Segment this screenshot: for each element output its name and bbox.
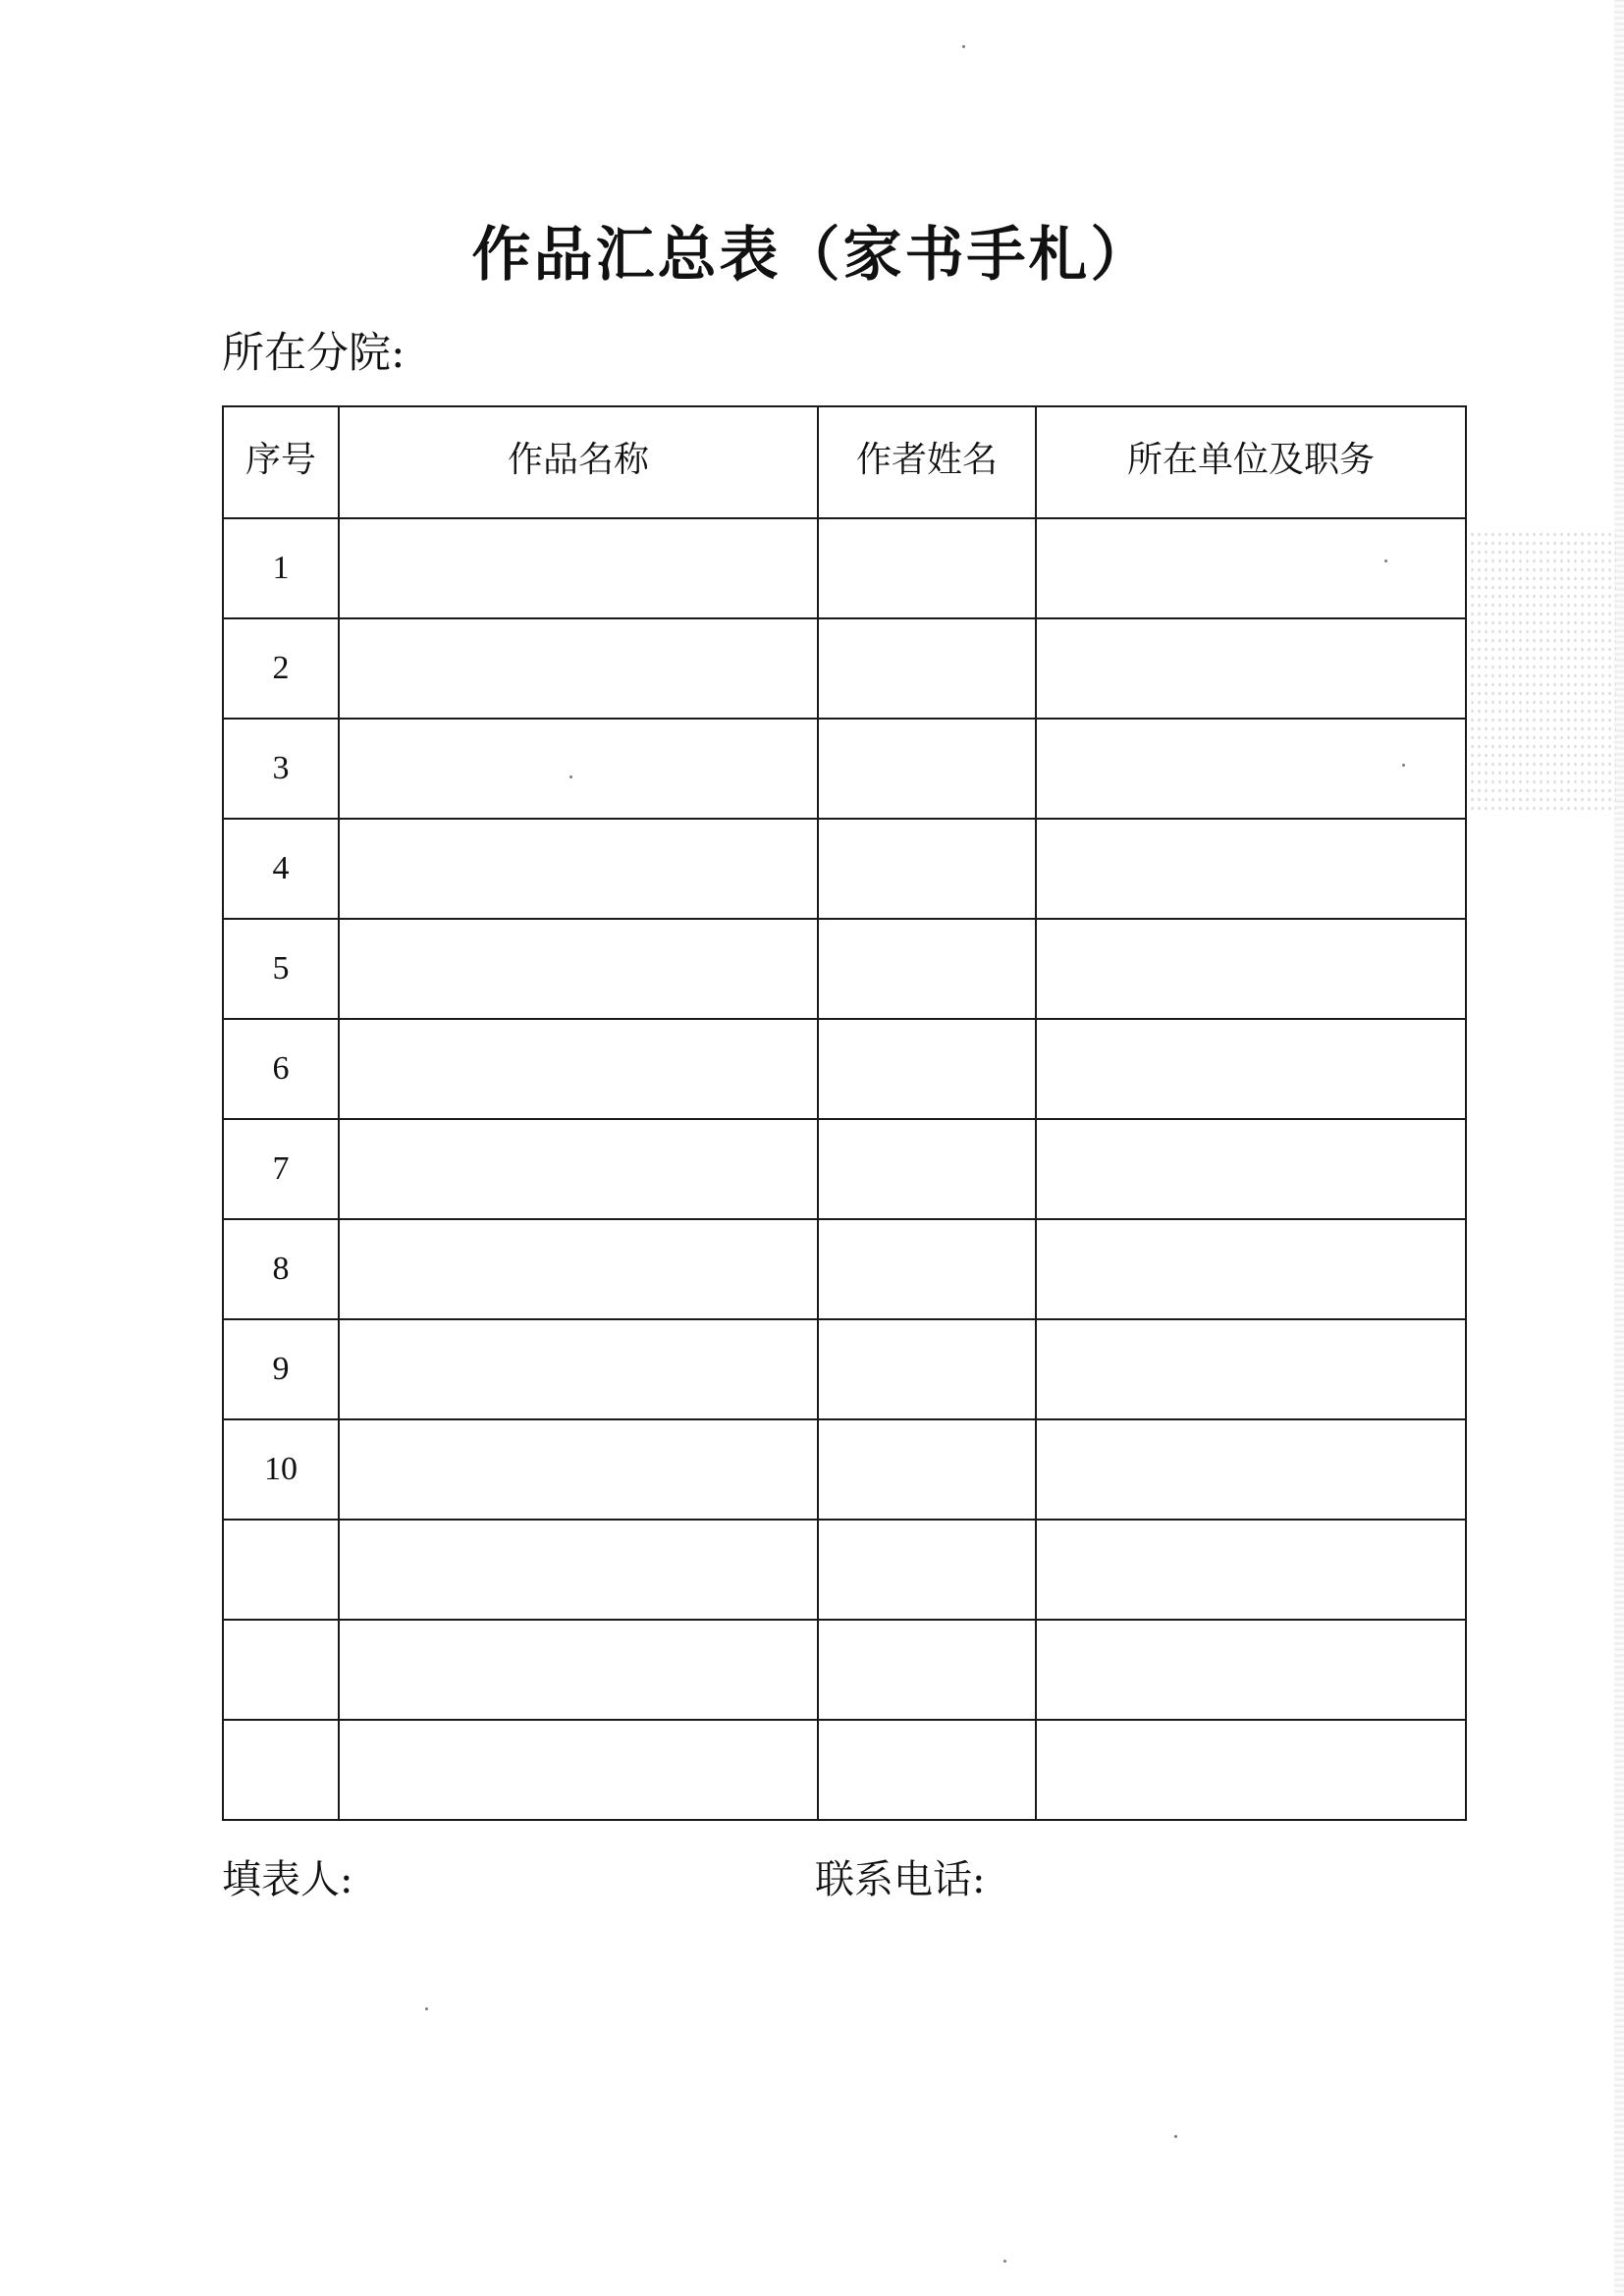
table-row [223, 919, 1466, 1019]
author-name-cell[interactable] [818, 518, 1036, 618]
work-title-cell[interactable] [339, 1019, 818, 1119]
work-title-cell[interactable] [339, 819, 818, 919]
scan-speck [962, 45, 965, 48]
branch-label: 所在分院: [222, 329, 406, 378]
unit-position-cell[interactable] [1036, 819, 1466, 919]
author-name-cell[interactable] [818, 1520, 1036, 1620]
work-title-cell[interactable] [339, 1319, 818, 1419]
unit-position-cell[interactable] [1036, 1419, 1466, 1520]
work-title-cell[interactable] [339, 1620, 818, 1720]
author-name-cell[interactable] [818, 1419, 1036, 1520]
header-serial-no: 序号 [223, 406, 339, 518]
row-number: 1 [223, 518, 339, 618]
unit-position-cell[interactable] [1036, 618, 1466, 719]
table-row [223, 1119, 1466, 1219]
row-number: 9 [223, 1319, 339, 1419]
table-header-row [223, 406, 1466, 518]
row-number: 3 [223, 719, 339, 819]
unit-position-cell[interactable] [1036, 1620, 1466, 1720]
scan-noise [1469, 530, 1616, 815]
author-name-cell[interactable] [818, 1720, 1036, 1820]
page-title: 作品汇总表（家书手札） [471, 221, 1153, 290]
work-title-cell[interactable] [339, 618, 818, 719]
author-name-cell[interactable] [818, 919, 1036, 1019]
form-filler-field[interactable]: 填表人: [222, 1857, 353, 1902]
author-name-cell[interactable] [818, 1219, 1036, 1319]
scan-speck [425, 2007, 428, 2010]
unit-position-cell[interactable] [1036, 1720, 1466, 1820]
unit-position-cell[interactable] [1036, 1019, 1466, 1119]
unit-position-cell[interactable] [1036, 919, 1466, 1019]
work-title-cell[interactable] [339, 518, 818, 618]
scan-speck [1003, 2260, 1006, 2263]
table-row [223, 518, 1466, 618]
header-author-name: 作者姓名 [818, 406, 1036, 518]
table-row [223, 1019, 1466, 1119]
work-title-cell[interactable] [339, 1720, 818, 1820]
author-name-cell[interactable] [818, 1620, 1036, 1720]
row-number: 6 [223, 1019, 339, 1119]
row-number: 5 [223, 919, 339, 1019]
table-row [223, 1620, 1466, 1720]
row-number[interactable] [223, 1520, 339, 1620]
table-row [223, 819, 1466, 919]
row-number: 7 [223, 1119, 339, 1219]
author-name-cell[interactable] [818, 819, 1036, 919]
work-title-cell[interactable] [339, 1119, 818, 1219]
author-name-cell[interactable] [818, 719, 1036, 819]
row-number: 2 [223, 618, 339, 719]
table-row [223, 1520, 1466, 1620]
work-title-cell[interactable] [339, 1419, 818, 1520]
table-row [223, 1219, 1466, 1319]
author-name-cell[interactable] [818, 1119, 1036, 1219]
author-name-cell[interactable] [818, 1319, 1036, 1419]
scan-speck [1174, 2135, 1177, 2138]
unit-position-cell[interactable] [1036, 1520, 1466, 1620]
row-number: 8 [223, 1219, 339, 1319]
table-row [223, 1419, 1466, 1520]
unit-position-cell[interactable] [1036, 1219, 1466, 1319]
unit-position-cell[interactable] [1036, 518, 1466, 618]
table-row [223, 618, 1466, 719]
contact-phone-field[interactable]: 联系电话: [815, 1857, 986, 1902]
work-title-cell[interactable] [339, 1520, 818, 1620]
table-row [223, 719, 1466, 819]
row-number[interactable] [223, 1720, 339, 1820]
row-number: 10 [223, 1419, 339, 1520]
unit-position-cell[interactable] [1036, 1119, 1466, 1219]
author-name-cell[interactable] [818, 1019, 1036, 1119]
table-row [223, 1720, 1466, 1820]
author-name-cell[interactable] [818, 618, 1036, 719]
unit-position-cell[interactable] [1036, 1319, 1466, 1419]
unit-position-cell[interactable] [1036, 719, 1466, 819]
work-title-cell[interactable] [339, 1219, 818, 1319]
row-number[interactable] [223, 1620, 339, 1720]
submission-table [222, 405, 1467, 1821]
row-number: 4 [223, 819, 339, 919]
header-unit-position: 所在单位及职务 [1036, 406, 1466, 518]
header-work-title: 作品名称 [339, 406, 818, 518]
work-title-cell[interactable] [339, 719, 818, 819]
table-row [223, 1319, 1466, 1419]
work-title-cell[interactable] [339, 919, 818, 1019]
scan-edge-texture [1614, 0, 1624, 2296]
